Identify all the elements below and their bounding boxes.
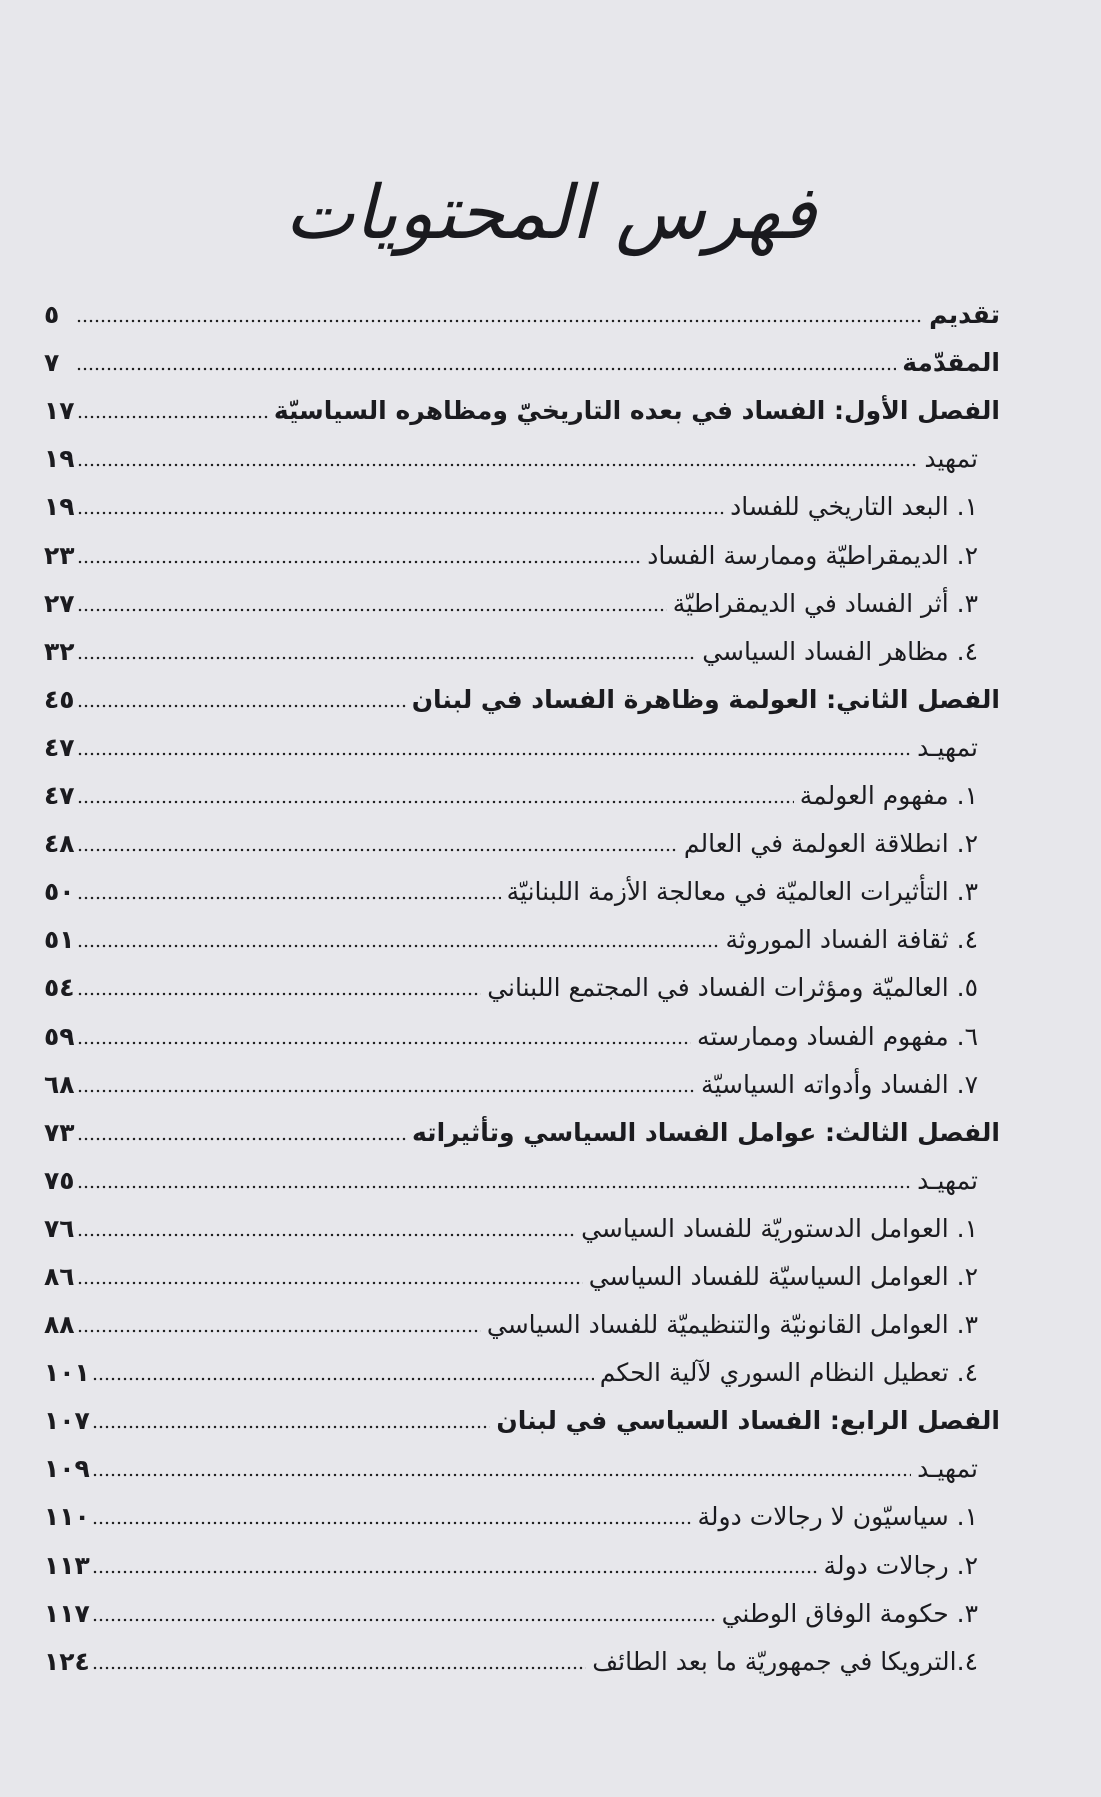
toc-chapter-entry — [44, 1388, 1000, 1436]
dot-leader — [77, 1233, 576, 1237]
entry-title: ٤. تعطيل النظام السوري لآلية الحكم — [599, 1358, 978, 1388]
dot-leader — [92, 1521, 692, 1525]
toc-chapter-entry — [44, 378, 1000, 426]
toc-section-entry — [44, 571, 1000, 619]
toc-section-entry — [44, 1244, 1000, 1292]
dot-leader — [77, 800, 794, 804]
page-number: ١٩ — [44, 444, 75, 474]
entry-title: ٢. رجالات دولة — [823, 1550, 978, 1580]
dot-leader — [77, 511, 725, 515]
entry-title: ١. البعد التاريخي للفساد — [730, 492, 978, 522]
dot-leader — [77, 944, 720, 948]
page-number: ٨٦ — [44, 1261, 75, 1291]
entry-title: ٣. أثر الفساد في الديمقراطيّة — [672, 588, 978, 618]
page-number: ١٠٩ — [44, 1454, 90, 1484]
entry-title: تمهيـد — [917, 1165, 978, 1195]
toc-section-entry — [44, 1436, 1000, 1484]
entry-title: ٣. التأثيرات العالميّة في معالجة الأزمة اللبنانيّة — [506, 877, 978, 907]
toc-section-entry — [44, 474, 1000, 522]
page-number: ٤٧ — [44, 781, 75, 811]
dot-leader — [77, 463, 919, 467]
dot-leader — [77, 1185, 912, 1189]
toc-chapter-entry — [44, 1100, 1000, 1148]
dot-leader — [77, 560, 642, 564]
toc-chapter-entry — [44, 282, 1000, 330]
page-number: ١٢٤ — [44, 1646, 90, 1676]
dot-leader — [92, 1570, 818, 1574]
entry-title: ٢. الديمقراطيّة وممارسة الفساد — [647, 540, 978, 570]
dot-leader — [77, 415, 268, 419]
dot-leader — [77, 1137, 406, 1141]
toc-section-entry — [44, 426, 1000, 474]
page-number: ٦٨ — [44, 1069, 75, 1099]
page-number: ٤٨ — [44, 829, 75, 859]
toc-section-entry — [44, 859, 1000, 907]
page-number: ٣٢ — [44, 636, 75, 666]
dot-leader — [77, 896, 501, 900]
toc-section-entry — [44, 1340, 1000, 1388]
page-number: ١٠١ — [44, 1358, 90, 1388]
entry-title: تمهيـد — [917, 1454, 978, 1484]
entry-title: ٤.الترويكا في جمهوريّة ما بعد الطائف — [592, 1646, 978, 1676]
entry-title: ٥. العالميّة ومؤثرات الفساد في المجتمع اللبناني — [487, 973, 978, 1003]
dot-leader — [76, 367, 896, 371]
toc-section-entry — [44, 522, 1000, 570]
table-of-contents — [44, 282, 1000, 1677]
entry-title: ٣. العوامل القانونيّة والتنظيميّة للفساد السياسي — [486, 1310, 978, 1340]
toc-section-entry — [44, 1629, 1000, 1677]
dot-leader — [92, 1666, 587, 1670]
entry-title: تمهيد — [924, 444, 978, 474]
page-number: ٥ — [44, 300, 60, 330]
toc-section-entry — [44, 715, 1000, 763]
page-number: ١٠٧ — [44, 1406, 90, 1436]
toc-section-entry — [44, 763, 1000, 811]
entry-title: الفصل الثالث: عوامل الفساد السياسي وتأثيراته — [412, 1117, 1000, 1147]
toc-section-entry — [44, 1196, 1000, 1244]
toc-section-entry — [44, 1003, 1000, 1051]
page-number: ٧٥ — [44, 1165, 75, 1195]
page-number: ٤٧ — [44, 732, 75, 762]
entry-title: ٢. انطلاقة العولمة في العالم — [683, 829, 978, 859]
dot-leader — [77, 656, 697, 660]
page-number: ٥٤ — [44, 973, 75, 1003]
page-number: ٨٨ — [44, 1310, 75, 1340]
entry-title: ٤. مظاهر الفساد السياسي — [702, 636, 978, 666]
page-number: ١١٧ — [44, 1598, 90, 1628]
page-number: ١٧ — [44, 396, 75, 426]
dot-leader — [77, 848, 678, 852]
toc-section-entry — [44, 1292, 1000, 1340]
entry-title: ٣. حكومة الوفاق الوطني — [721, 1598, 978, 1628]
entry-title: ٢. العوامل السياسيّة للفساد السياسي — [588, 1261, 978, 1291]
toc-section-entry — [44, 1532, 1000, 1580]
page-number: ٧ — [44, 348, 60, 378]
toc-section-entry — [44, 1484, 1000, 1532]
page-number: ٥٩ — [44, 1021, 75, 1051]
toc-section-entry — [44, 619, 1000, 667]
page-number: ٥١ — [44, 925, 75, 955]
page-number: ٧٣ — [44, 1117, 75, 1147]
page-number: ١٩ — [44, 492, 75, 522]
toc-chapter-entry — [44, 330, 1000, 378]
dot-leader — [77, 1041, 692, 1045]
dot-leader — [77, 752, 912, 756]
dot-leader — [77, 992, 482, 996]
dot-leader — [92, 1618, 716, 1622]
toc-section-entry — [44, 811, 1000, 859]
page-number: ١١٣ — [44, 1550, 90, 1580]
entry-title: ٤. ثقافة الفساد الموروثة — [725, 925, 978, 955]
entry-title: ١. العوامل الدستوريّة للفساد السياسي — [581, 1213, 978, 1243]
dot-leader — [77, 704, 406, 708]
page-number: ٢٣ — [44, 540, 75, 570]
entry-title: ٧. الفساد وأدواته السياسيّة — [701, 1069, 978, 1099]
toc-section-entry — [44, 1052, 1000, 1100]
page-number: ٤٥ — [44, 684, 75, 714]
entry-title: تقديم — [929, 300, 1000, 330]
entry-title: ١. مفهوم العولمة — [799, 781, 978, 811]
entry-title: ١. سياسيّون لا رجالات دولة — [697, 1502, 978, 1532]
page-number: ٧٦ — [44, 1213, 75, 1243]
dot-leader — [77, 1089, 696, 1093]
toc-section-entry — [44, 955, 1000, 1003]
entry-title: الفصل الأول: الفساد في بعده التاريخيّ ومظاهره السياسيّة — [273, 396, 1000, 426]
dot-leader — [92, 1425, 491, 1429]
entry-title: تمهيـد — [917, 732, 978, 762]
dot-leader — [77, 608, 667, 612]
toc-section-entry — [44, 907, 1000, 955]
dot-leader — [76, 319, 923, 323]
entry-title: المقدّمة — [902, 348, 1000, 378]
toc-chapter-entry — [44, 667, 1000, 715]
page-number: ١١٠ — [44, 1502, 90, 1532]
toc-section-entry — [44, 1148, 1000, 1196]
entry-title: الفصل الثاني: العولمة وظاهرة الفساد في لبنان — [411, 684, 1000, 714]
dot-leader — [92, 1473, 911, 1477]
dot-leader — [77, 1329, 481, 1333]
dot-leader — [92, 1377, 594, 1381]
dot-leader — [77, 1281, 583, 1285]
entry-title: ٦. مفهوم الفساد وممارسته — [697, 1021, 978, 1051]
page-title: فهرس المحتويات — [284, 170, 817, 256]
entry-title: الفصل الرابع: الفساد السياسي في لبنان — [496, 1406, 1000, 1436]
page-number: ٢٧ — [44, 588, 75, 618]
page-number: ٥٠ — [44, 877, 75, 907]
toc-section-entry — [44, 1581, 1000, 1629]
